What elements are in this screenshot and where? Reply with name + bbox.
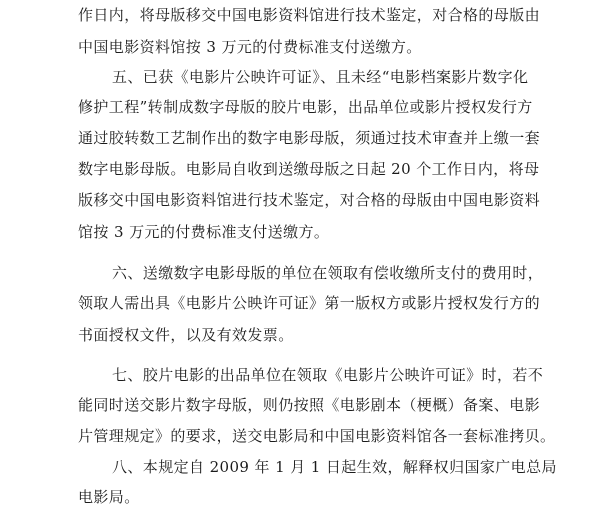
text-line: 能同时送交影片数字母版，则仍按照《电影剧本（梗概）备案、电影 (78, 396, 541, 414)
text-line: 八、本规定自 2009 年 1 月 1 日起生效，解释权归国家广电总局 (112, 458, 557, 476)
text-line: 电影局。 (78, 488, 140, 506)
text-line: 修护工程”转制成数字母版的胶片电影，出品单位或影片授权发行方 (78, 98, 533, 116)
text-line: 数字电影母版。电影局自收到送缴母版之日起 20 个工作日内，将母 (78, 160, 540, 178)
text-line: 通过胶转数工艺制作出的数字电影母版，须通过技术审查并上缴一套 (78, 129, 541, 147)
text-line: 中国电影资料馆按 3 万元的付费标准支付送缴方。 (78, 38, 422, 56)
text-line: 版移交中国电影资料馆进行技术鉴定，对合格的母版由中国电影资料 (78, 191, 541, 209)
text-line: 书面授权文件，以及有效发票。 (78, 326, 294, 344)
text-line: 领取人需出具《电影片公映许可证》第一版权方或影片授权发行方的 (78, 294, 541, 312)
text-line: 七、胶片电影的出品单位在领取《电影片公映许可证》时，若不 (112, 366, 544, 384)
text-line: 片管理规定》的要求，送交电影局和中国电影资料馆各一套标准拷贝。 (78, 427, 556, 445)
text-line: 馆按 3 万元的付费标准支付送缴方。 (78, 223, 330, 241)
text-line: 作日内，将母版移交中国电影资料馆进行技术鉴定，对合格的母版由 (78, 6, 541, 24)
text-line: 六、送缴数字电影母版的单位在领取有偿收缴所支付的费用时， (112, 264, 544, 282)
text-line: 五、已获《电影片公映许可证》、且未经“电影档案影片数字化 (112, 68, 529, 86)
